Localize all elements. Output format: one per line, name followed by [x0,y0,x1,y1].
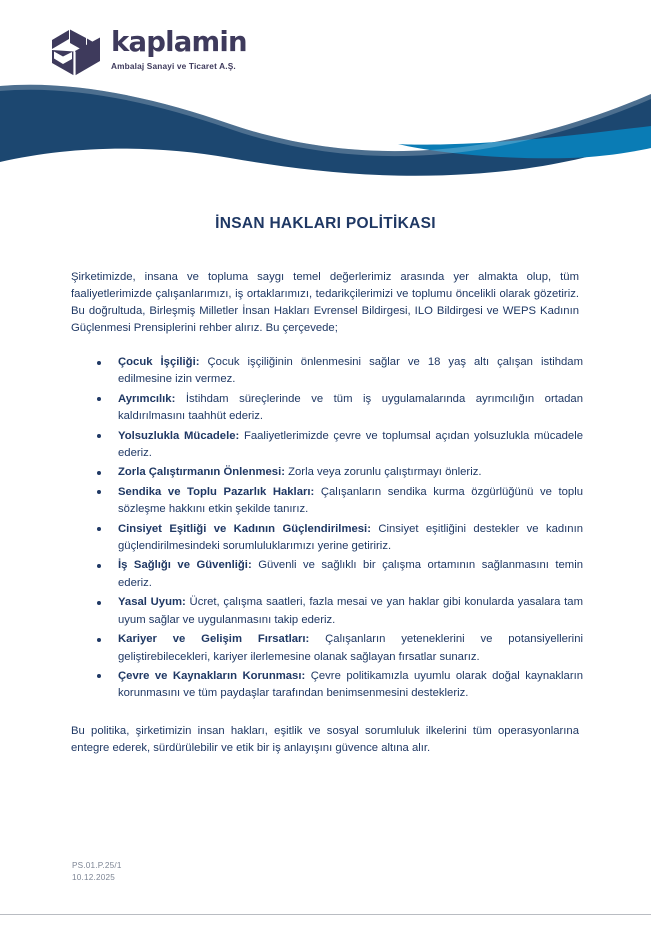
list-item-term: Cinsiyet Eşitliği ve Kadının Güçlendirilmesi: [118,522,371,535]
list-item [118,521,583,556]
intro-paragraph: Şirketimizde, insana ve topluma saygı temel değerlerimiz arasında yer almakta olup, tüm faaliyetlerimizde çalışanlarımızı, iş ortaklarımızı, tedarikçilerimizi ve toplumu öncelikli olarak gözetiriz. Bu doğrultuda, Birleşmiş Milletler İnsan Hakları Evrensel Bildirgesi, ILO Bildirgesi ve WEPS Kadının Güçlenmesi Prensiplerini rehber alırız. Bu çerçevede; [71,271,579,334]
list-item-term: Yolsuzlukla Mücadele: [118,429,240,442]
footer-date: 10.12.2025 [72,872,115,882]
list-item [118,428,583,463]
footer-doc-code: PS.01.P.25/1 [72,861,122,870]
list-item-term: Yasal Uyum: [118,596,186,609]
list-item [118,464,583,481]
bullet-dot-icon [97,527,101,531]
bullet-dot-icon [97,361,101,365]
bullet-dot-icon [97,601,101,605]
footer-divider [0,914,651,915]
bullet-dot-icon [97,471,101,475]
footer-block [72,860,122,883]
logo-text-block [111,26,247,71]
list-item-term: Çocuk İşçiliği: [118,356,200,368]
list-item-text: Güvenli ve sağlıklı bir çalışma ortamının sağlanmasını temin ederiz. [118,559,584,589]
closing-paragraph: Bu politika, şirketimizin insan hakları, eşitlik ve sosyal sorumluluk ilkelerini tüm operasyonlarına entegre ederek, sürdürülebilir ve etik bir iş anlayışını güvence altına alır. [71,724,579,754]
list-item-text: Çocuk işçiliğinin önlenmesini sağlar ve 18 yaş altı çalışan istihdam edilmesine izin vermez. [118,356,584,386]
logo-wordmark: kaplamin [111,26,247,58]
document-content [0,215,651,757]
list-item-text: İstihdam süreçlerinde ve tüm iş uygulamalarında ayrımcılığın ortadan kaldırılmasını taahhüt ederiz. [118,392,583,423]
list-item-text: Cinsiyet eşitliğini destekler ve kadının güçlendirilmesindeki sorumluluklarımızı yerine getiririz. [118,522,583,553]
list-item-term: Ayrımcılık: [118,392,176,405]
bullet-dot-icon [97,434,101,438]
bullet-dot-icon [97,564,101,568]
list-item-text: Faaliyetlerimizde çevre ve toplumsal açıdan yolsuzlukla mücadele ederiz. [118,429,583,460]
list-item-text: Zorla veya zorunlu çalıştırmayı önleriz. [284,466,482,479]
list-item-text: Ücret, çalışma saatleri, fazla mesai ve yan haklar gibi konularda yasalara tam uyum sağlar ve uygulanmasını takip ederiz. [118,596,583,626]
list-item-term: Sendika ve Toplu Pazarlık Hakları: [118,485,315,498]
list-item [118,557,583,592]
list-item-term: İş Sağlığı ve Güvenliği: [118,559,252,572]
list-item [118,354,583,389]
list-item-term: Çevre ve Kaynakların Korunması: [118,669,306,682]
list-item [118,594,583,629]
company-logo [50,26,247,80]
list-item-text: Çevre politikamızla uyumlu olarak doğal kaynakların korunmasını ve tüm paydaşlar tarafından benimsenmesini destekleriz. [118,669,584,700]
list-item-text: Çalışanların sendika kurma özgürlüğünü ve toplu sözleşme hakkını etkin şekilde tanırız. [118,485,583,516]
list-item-term: Kariyer ve Gelişim Fırsatları: [118,633,310,646]
header-banner [0,0,651,185]
bullet-dot-icon [97,490,101,494]
logo-tagline: Ambalaj Sanayi ve Ticaret A.Ş. [111,60,236,71]
bullet-dot-icon [97,397,101,401]
policy-commitments-list [0,354,583,703]
bullet-dot-icon [97,638,101,642]
list-item [118,668,583,703]
list-item [118,484,583,519]
list-item [118,631,583,666]
list-item-term: Zorla Çalıştırmanın Önlenmesi: [118,466,285,479]
list-item [118,391,583,426]
open-box-icon [50,26,102,80]
page-title: İNSAN HAKLARI POLİTİKASI [215,215,436,232]
bullet-dot-icon [97,674,101,678]
list-item-text: Çalışanların yeteneklerini ve potansiyellerini geliştirebilecekleri, kariyer ilerlemesine olanak sağlayan fırsatlar sunarız. [118,633,583,663]
